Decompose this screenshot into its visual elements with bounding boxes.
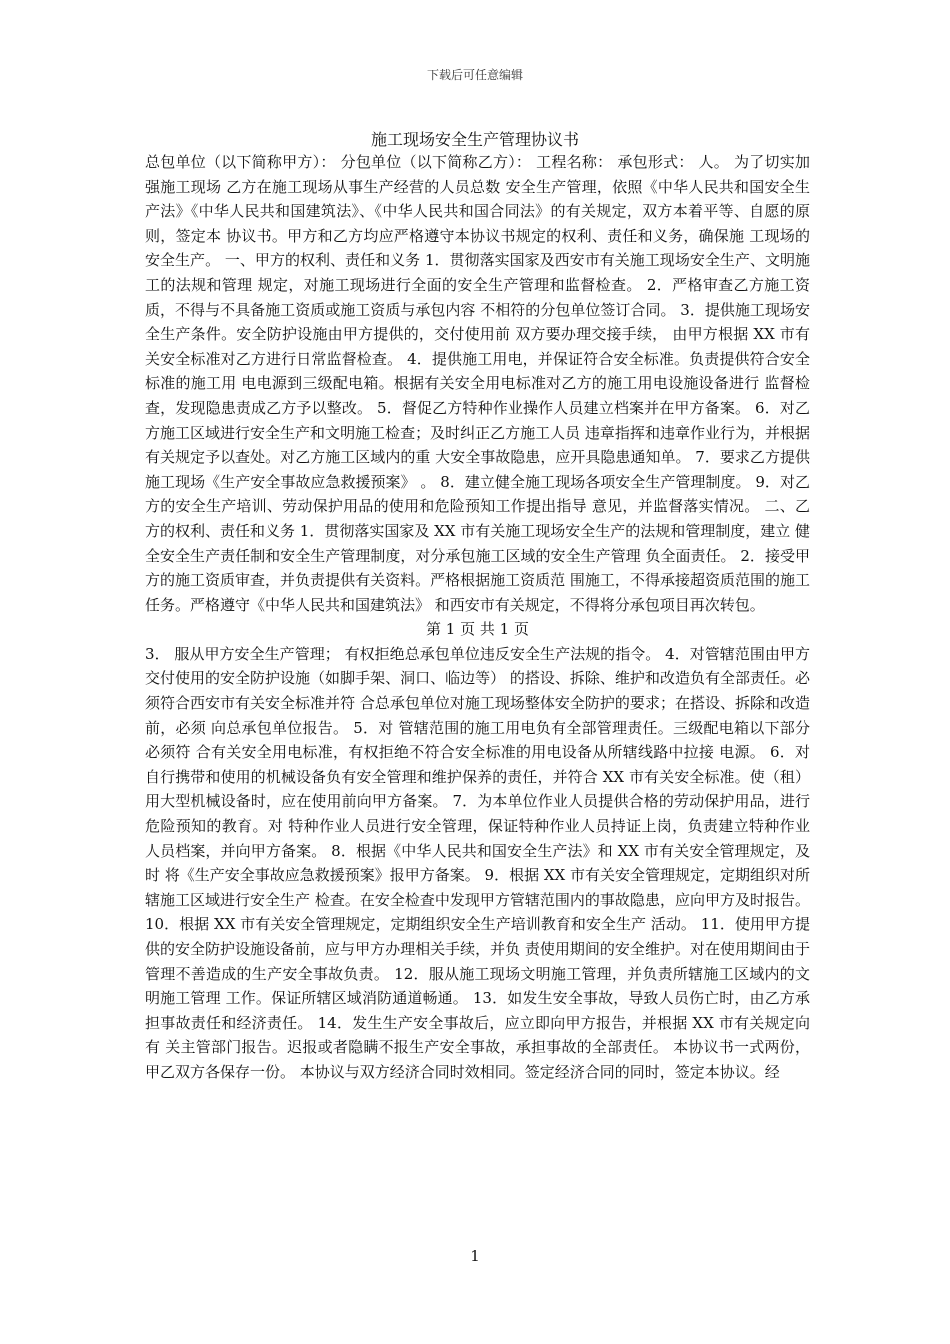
- document-title: 施工现场安全生产管理协议书: [370, 130, 579, 149]
- document-body: [145, 150, 810, 1085]
- body-paragraph-part2: 3． 服从甲方安全生产管理； 有权拒绝总承包单位违反安全生产法规的指令。 4．对管辖范围由甲方交付使用的安全防护设施（如脚手架、洞口、临边等） 的搭设、拆除、维护和改造负有全部责任。必须符合西安市有关安全标准并符 合总承包单位对施工现场整体安全防护的要求；在搭设、拆除和改造前，必须 向总承包单位报告。 5．对 管辖范围的施工用电负有全部管理责任。三级配电箱以下部分必须符 合有关安全用电标准，有权拒绝不符合安全标准的用电设备从所辖线路中拉接 电源。 6．对自行携带和使用的机械设备负有安全管理和维护保养的责任，并符合 XX 市有关安全标准。使（租）用大型机械设备时，应在使用前向甲方备案。 7．为本单位作业人员提供合格的劳动保护用品，进行危险预知的教育。对 特种作业人员进行安全管理，保证特种作业人员持证上岗，负责建立特种作业 人员档案，并向甲方备案。 8．根据《中华人民共和国安全生产法》和 XX 市有关安全管理规定，及时 将《生产安全事故应急救援预案》报甲方备案。 9．根据 XX 市有关安全管理规定，定期组织对所辖施工区域进行安全生产 检查。在安全检查中发现甲方管辖范围内的事故隐患，应向甲方及时报告。 10．根据 XX 市有关安全管理规定，定期组织安全生产培训教育和安全生产 活动。 11．使用甲方提供的安全防护设施设备前，应与甲方办理相关手续，并负 责使用期间的安全维护。对在使用期间由于管理不善造成的生产安全事故负责。 12．服从施工现场文明施工管理，并负责所辖施工区域内的文明施工管理 工作。保证所辖区域消防通道畅通。 13．如发生安全事故，导致人员伤亡时，由乙方承担事故责任和经济责任。 14．发生生产安全事故后，应立即向甲方报告，并根据 XX 市有关规定向有 关主管部门报告。迟报或者隐瞒不报生产安全事故，承担事故的全部责任。 本协议书一式两份，甲乙双方各保存一份。 本协议与双方经济合同时效相同。签定经济合同的同时，签定本协议。经: [145, 644, 810, 1081]
- body-paragraph-part1: 总包单位（以下简称甲方）： 分包单位（以下简称乙方）： 工程名称： 承包形式： 人。 为了切实加强施工现场 乙方在施工现场从事生产经营的人员总数 安全生产管理，依照《中华人民共和国安全生产法》《中华人民共和国建筑法》、《中华人民共和国合同法》的有关规定，双方本着平等、自愿的原则，签定本 协议书。甲方和乙方均应严格遵守本协议书规定的权利、责任和义务，确保施 工现场的安全生产。 一、甲方的权利、责任和义务 1．贯彻落实国家及西安市有关施工现场安全生产、文明施工的法规和管理 规定，对施工现场进行全面的安全生产管理和监督检查。 2．严格审查乙方施工资质，不得与不具备施工资质或施工资质与承包内容 不相符的分包单位签订合同。 3．提供施工现场安全生产条件。安全防护设施由甲方提供的，交付使用前 双方要办理交接手续， 由甲方根据 XX 市有关安全标准对乙方进行日常监督检查。 4．提供施工用电，并保证符合安全标准。负责提供符合安全标准的施工用 电电源到三级配电箱。根据有关安全用电标准对乙方的施工用电设施设备进行 监督检查，发现隐患责成乙方予以整改。 5．督促乙方特种作业操作人员建立档案并在甲方备案。 6．对乙方施工区域进行安全生产和文明施工检查；及时纠正乙方施工人员 违章指挥和违章作业行为，并根据有关规定予以查处。对乙方施工区域内的重 大安全事故隐患，应开具隐患通知单。 7．要求乙方提供施工现场《生产安全事故应急救援预案》 。 8．建立健全施工现场各项安全生产管理制度。 9．对乙方的安全生产培训、劳动保护用品的使用和危险预知工作提出指导 意见，并监督落实情况。 二、乙方的权利、责任和义务 1．贯彻落实国家及 XX 市有关施工现场安全生产的法规和管理制度，建立 健全安全生产责任制和安全生产管理制度，对分承包施工区域的安全生产管理 负全面责任。 2．接受甲方的施工资质审查，并负责提供有关资料。严格根据施工资质范 围施工，不得承接超资质范围的施工任务。严格遵守《中华人民共和国建筑法》 和西安市有关规定，不得将分承包项目再次转包。: [145, 153, 810, 614]
- header-note: 下载后可任意编辑: [426, 68, 523, 82]
- page-number: 1: [470, 1247, 480, 1265]
- page-marker: 第 1 页 共 1 页: [426, 620, 529, 639]
